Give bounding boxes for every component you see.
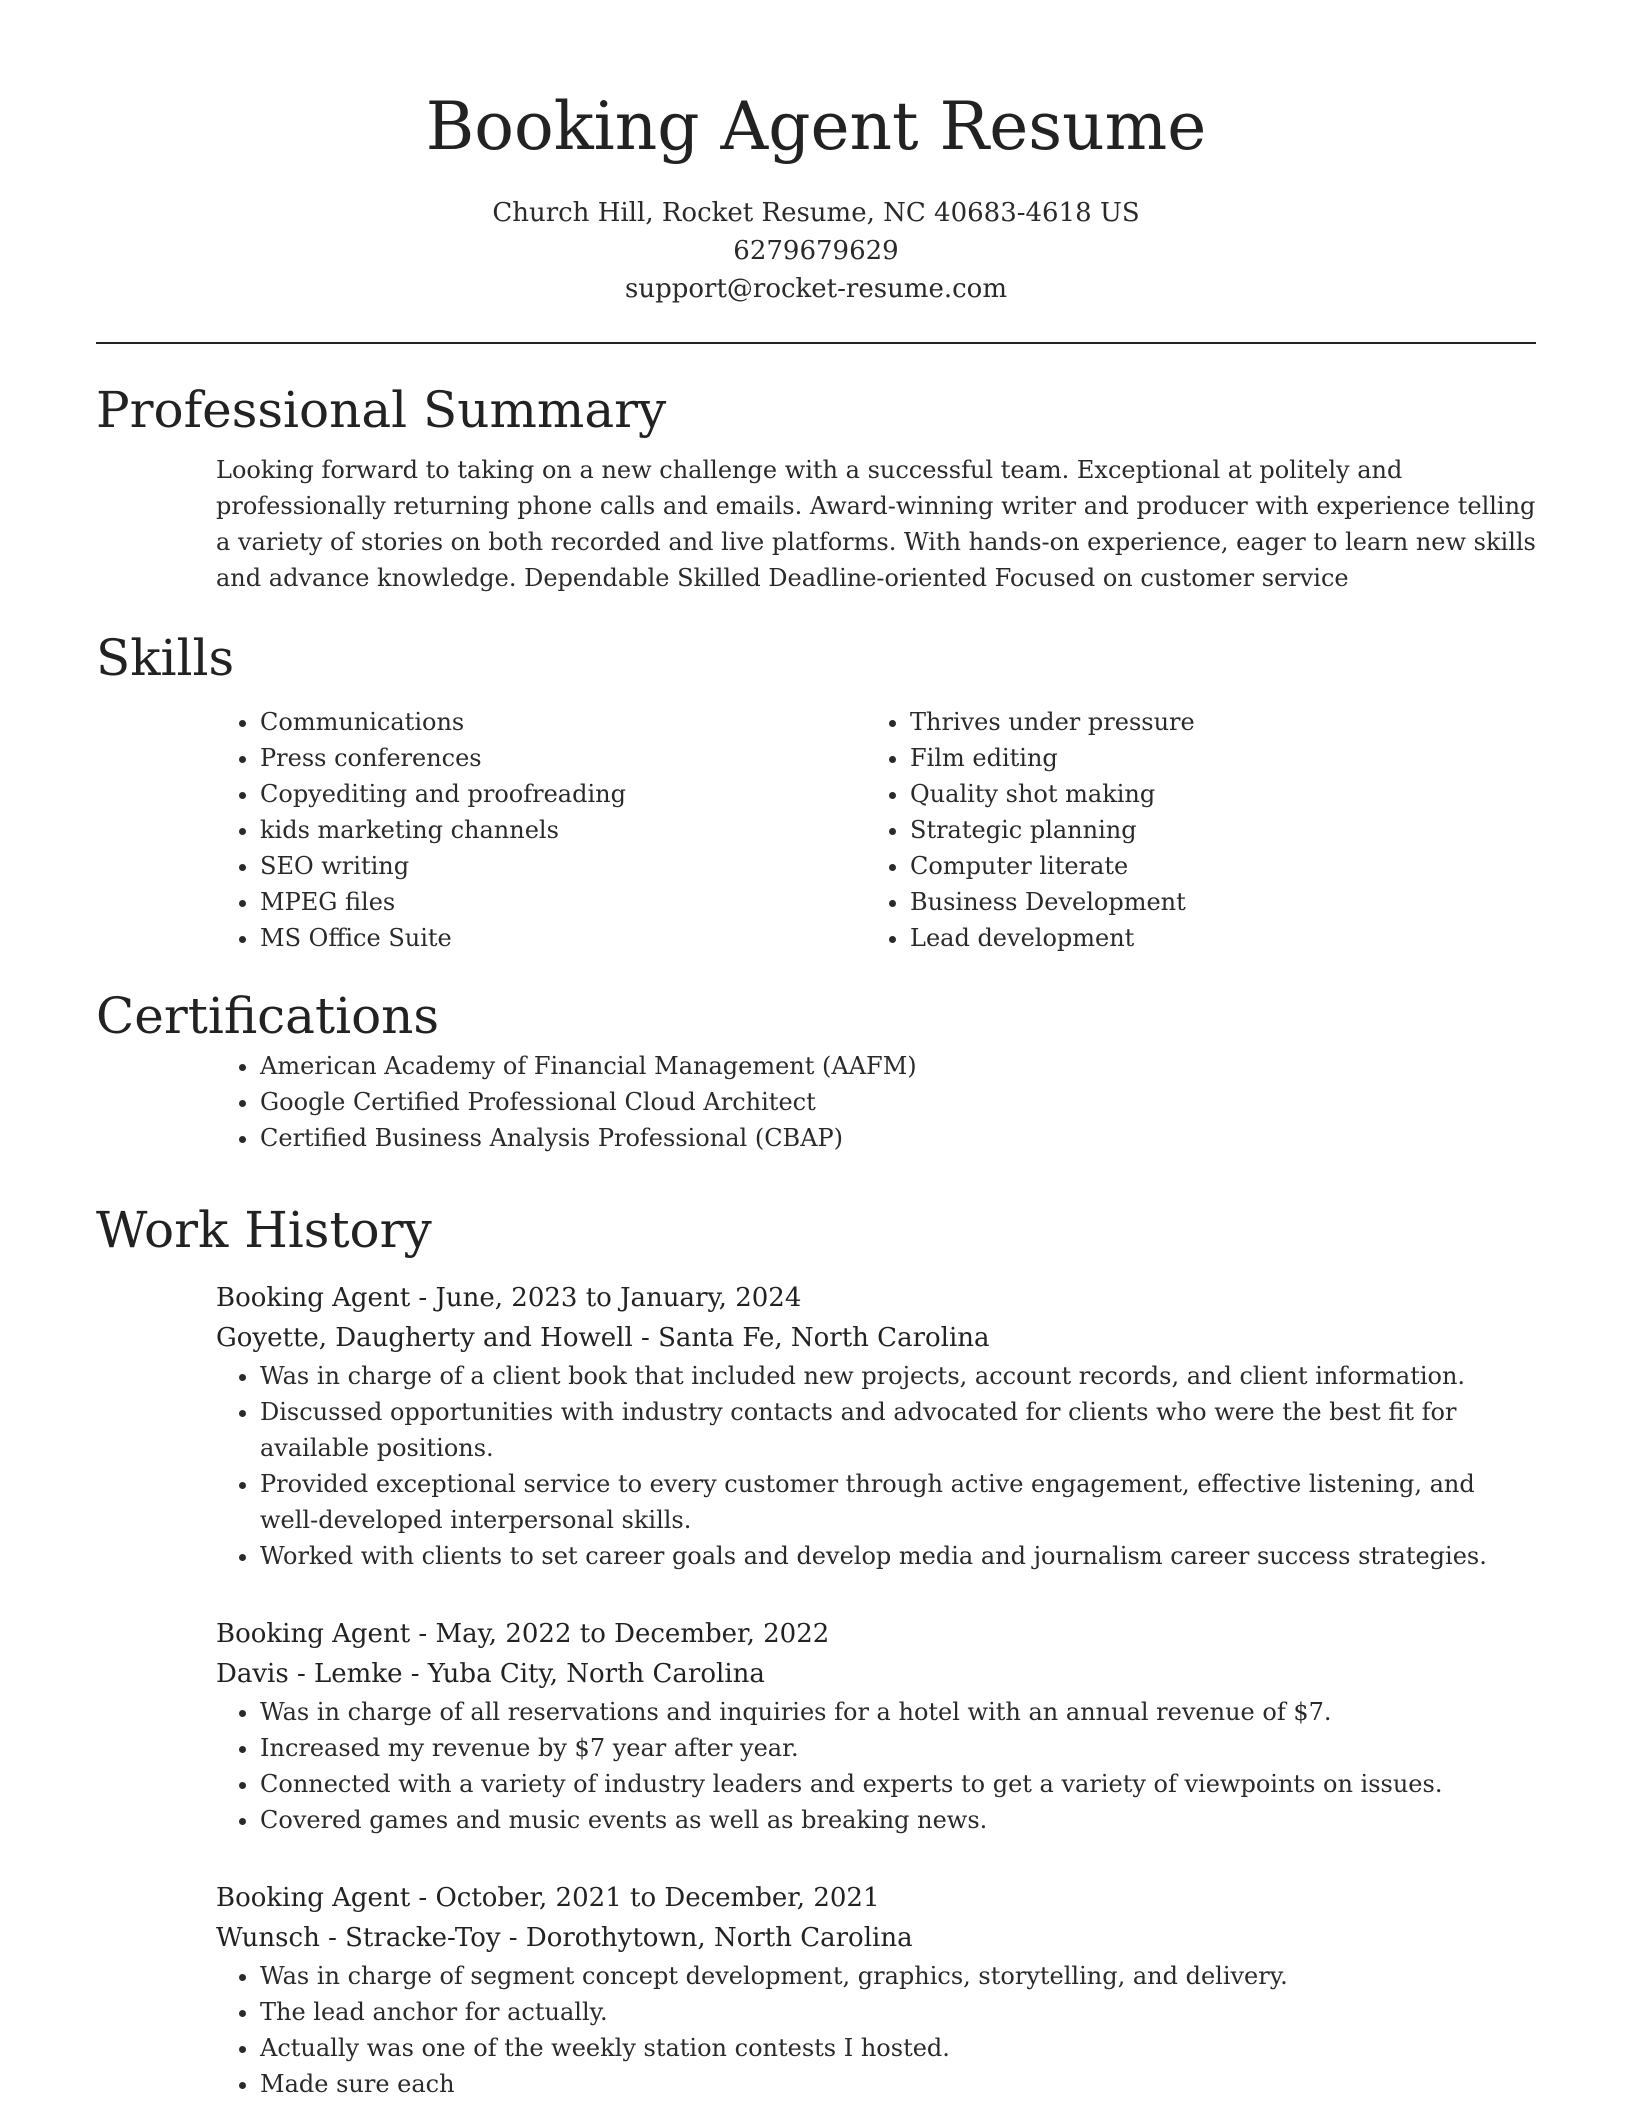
job-duties-list — [216, 1958, 1536, 2102]
work-history-body — [216, 1278, 1536, 2102]
contact-block — [0, 194, 1632, 308]
job-title-line: Booking Agent - June, 2023 to January, 2024 — [216, 1283, 802, 1313]
summary-body — [216, 452, 1536, 596]
work-history-heading: Work History — [96, 1201, 432, 1259]
resume-title: Booking Agent Resume — [425, 88, 1207, 165]
skill-item: • Computer literate — [910, 848, 1516, 884]
skill-item: • Business Development — [910, 884, 1516, 920]
job-duty-item: • The lead anchor for actually. — [260, 1994, 1536, 2030]
skills-grid — [216, 704, 1536, 956]
skill-item: • SEO writing — [260, 848, 866, 884]
summary-section — [96, 378, 1536, 596]
header-divider — [96, 342, 1536, 344]
skill-item: • MPEG files — [260, 884, 866, 920]
skill-item: • Film editing — [910, 740, 1516, 776]
work-history-section — [96, 1198, 1536, 2102]
job-duty-item: • Worked with clients to set career goals and develop media and journalism career success strategies. — [260, 1538, 1536, 1574]
skills-heading: Skills — [96, 629, 235, 687]
certifications-heading: Certifications — [96, 987, 440, 1045]
skill-item: • Lead development — [910, 920, 1516, 956]
resume-header — [0, 0, 1632, 308]
job-company-line: Davis - Lemke - Yuba City, North Carolina — [216, 1659, 765, 1689]
job-duty-item: • Connected with a variety of industry leaders and experts to get a variety of viewpoints on issues. — [260, 1766, 1536, 1802]
job-duty-item: • Made sure each — [260, 2066, 1536, 2102]
job-title-line: Booking Agent - October, 2021 to December, 2021 — [216, 1883, 880, 1913]
skill-item: • kids marketing channels — [260, 812, 866, 848]
skills-section — [96, 626, 1536, 956]
job-duty-item: • Actually was one of the weekly station contests I hosted. — [260, 2030, 1536, 2066]
skill-item: • Strategic planning — [910, 812, 1516, 848]
job-title-line: Booking Agent - May, 2022 to December, 2022 — [216, 1619, 830, 1649]
skill-item: • MS Office Suite — [260, 920, 866, 956]
job-duty-item: • Increased my revenue by $7 year after year. — [260, 1730, 1536, 1766]
certifications-section — [96, 984, 1536, 1156]
job-entry — [216, 1278, 1536, 1574]
job-company-line: Wunsch - Stracke-Toy - Dorothytown, North Carolina — [216, 1923, 913, 1953]
certification-item: • American Academy of Financial Management (AAFM) — [260, 1048, 1536, 1084]
job-company-line: Goyette, Daugherty and Howell - Santa Fe, North Carolina — [216, 1323, 990, 1353]
certification-item: • Certified Business Analysis Professional (CBAP) — [260, 1120, 1536, 1156]
job-duties-list — [216, 1358, 1536, 1574]
skill-item: • Communications — [260, 704, 866, 740]
contact-address: Church Hill, Rocket Resume, NC 40683-4618 US — [492, 198, 1140, 228]
job-duty-item: • Was in charge of all reservations and inquiries for a hotel with an annual revenue of $7. — [260, 1694, 1536, 1730]
skills-list-left — [216, 704, 866, 956]
skill-item: • Copyediting and proofreading — [260, 776, 866, 812]
certifications-body — [216, 1048, 1536, 1156]
job-duty-item: • Covered games and music events as well as breaking news. — [260, 1802, 1536, 1838]
skills-column-left — [216, 704, 866, 956]
job-duty-item: • Was in charge of segment concept development, graphics, storytelling, and delivery. — [260, 1958, 1536, 1994]
skills-body — [216, 704, 1536, 956]
certifications-list — [216, 1048, 1536, 1156]
job-duties-list — [216, 1694, 1536, 1838]
skill-item: • Press conferences — [260, 740, 866, 776]
skills-column-right — [866, 704, 1516, 956]
job-entry — [216, 1614, 1536, 1838]
summary-heading: Professional Summary — [96, 381, 667, 439]
skill-item: • Quality shot making — [910, 776, 1516, 812]
job-duty-item: • Provided exceptional service to every customer through active engagement, effective listening, and well-developed interpersonal skills. — [260, 1466, 1536, 1538]
contact-phone: 6279679629 — [733, 236, 899, 266]
job-entry — [216, 1878, 1536, 2102]
contact-email: support@rocket-resume.com — [624, 274, 1007, 304]
job-duty-item: • Discussed opportunities with industry contacts and advocated for clients who were the best fit for available positions. — [260, 1394, 1536, 1466]
skills-list-right — [866, 704, 1516, 956]
job-duty-item: • Was in charge of a client book that included new projects, account records, and client information. — [260, 1358, 1536, 1394]
certification-item: • Google Certified Professional Cloud Architect — [260, 1084, 1536, 1120]
skill-item: • Thrives under pressure — [910, 704, 1516, 740]
summary-text: Looking forward to taking on a new challenge with a successful team. Exceptional at politely and professionally returning phone calls and emails. Award-winning writer and producer with experience telling a variety of stories on both recorded and live platforms. With hands-on experience, eager to learn new skills and advance knowledge. Dependable Skilled Deadline-oriented Focused on customer service — [216, 456, 1536, 592]
